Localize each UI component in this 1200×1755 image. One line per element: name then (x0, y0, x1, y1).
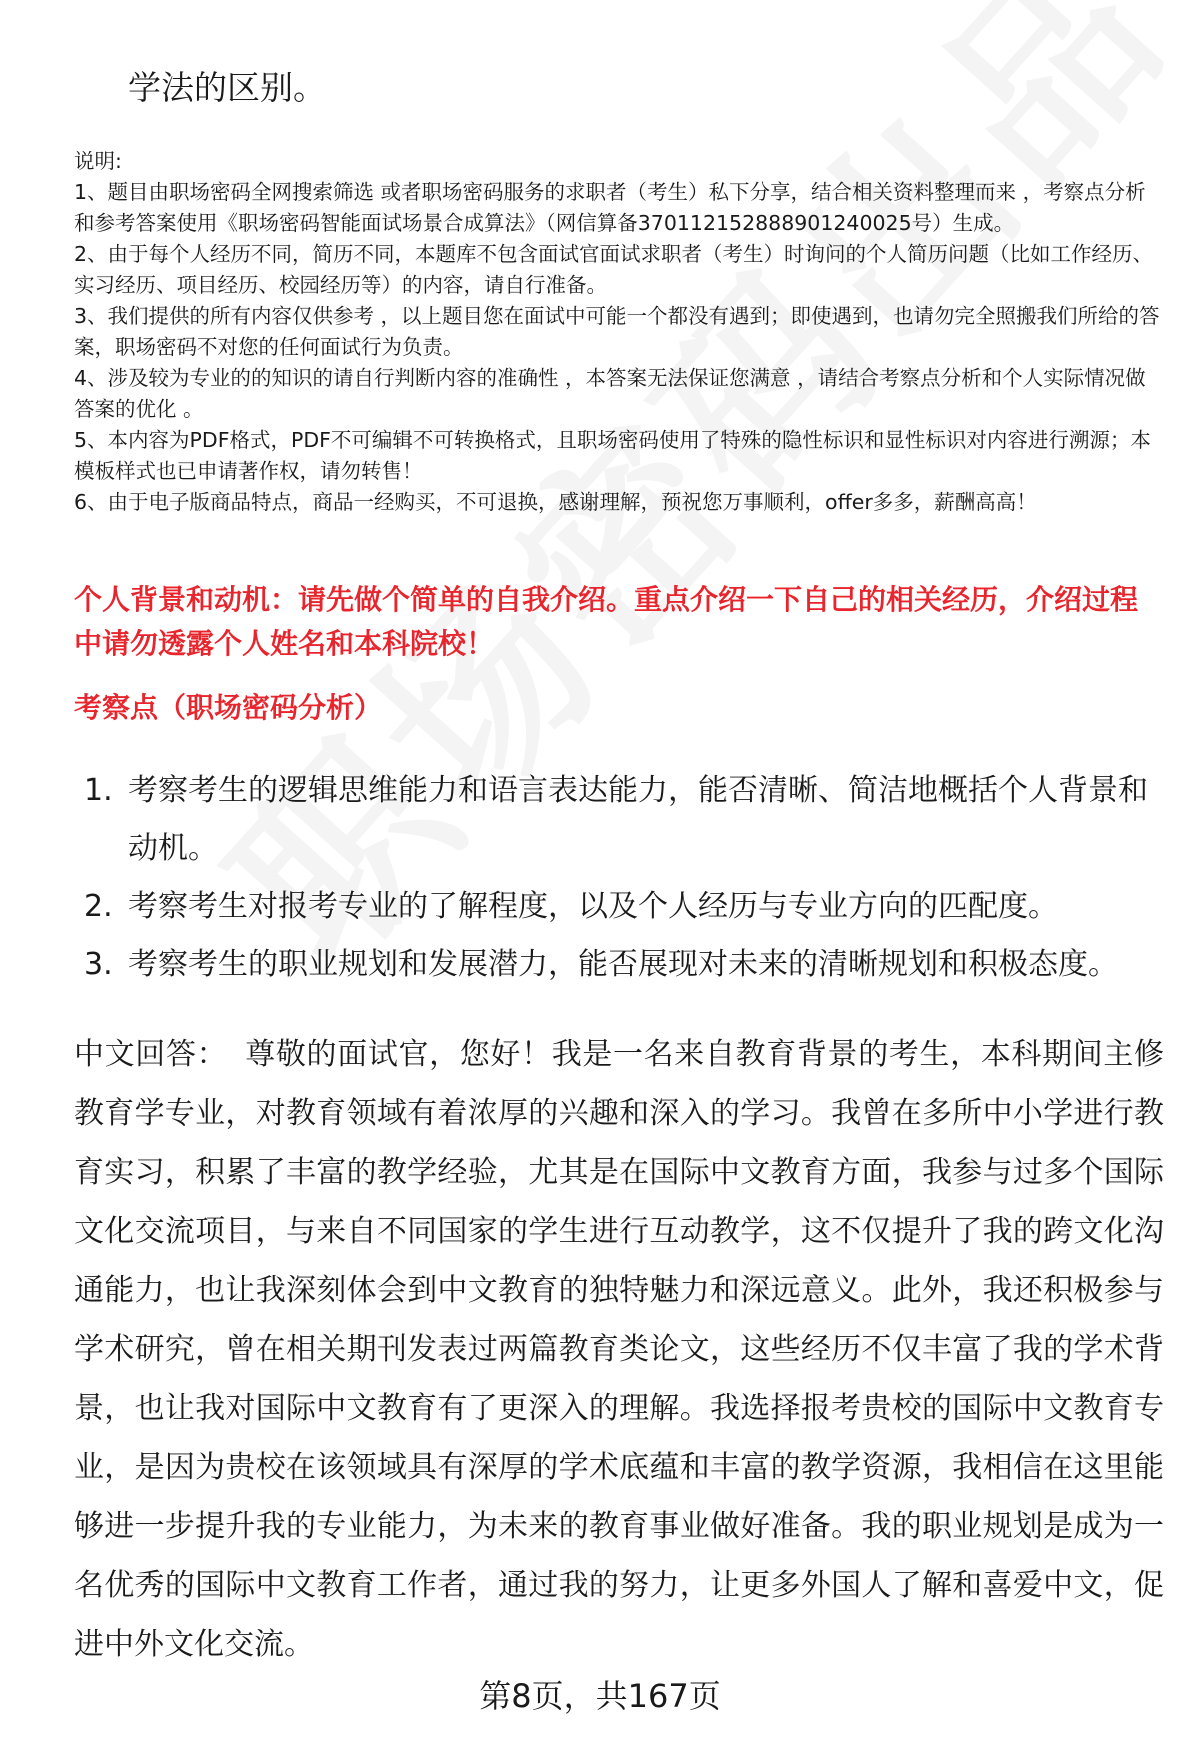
list-item-text: 考察考生的职业规划和发展潜力，能否展现对未来的清晰规划和积极态度。 (128, 947, 1118, 982)
list-item (74, 936, 1164, 994)
question-heading: 个人背景和动机：请先做个简单的自我介绍。重点介绍一下自己的相关经历，介绍过程中请勿透露个人姓名和本科院校！ (74, 583, 1139, 660)
list-item-text: 考察考生对报考专业的了解程度，以及个人经历与专业方向的匹配度。 (128, 889, 1058, 924)
list-item-number: 1. (84, 773, 113, 808)
answer-paragraph (74, 1025, 1164, 1674)
note-item: 5、本内容为PDF格式，PDF不可编辑不可转换格式，且职场密码使用了特殊的隐性标识和显性标识对内容进行溯源；本模板样式也已申请著作权，请勿转售！ (74, 428, 1151, 483)
notes-section (74, 146, 1164, 518)
answer-label: 中文回答： (74, 1037, 228, 1072)
note-item: 1、题目由职场密码全网搜索筛选 或者职场密码服务的求职者（考生）私下分享，结合相关资料整理而来 ，考察点分析和参考答案使用《职场密码智能面试场景合成算法》（网信算备370112152888901240025号）生成。 (74, 180, 1146, 235)
list-item (74, 878, 1164, 936)
notes-title: 说明: (74, 149, 122, 173)
continuation-text: 学法的区别。 (128, 68, 326, 107)
page-number: 第8页，共167页 (479, 1677, 721, 1715)
list-item-number: 3. (84, 947, 113, 982)
points-list (74, 762, 1164, 994)
note-item: 3、我们提供的所有内容仅供参考 ，以上题目您在面试中可能一个都没有遇到；即使遇到，也请勿完全照搬我们所给的答案，职场密码不对您的任何面试行为负责。 (74, 304, 1160, 359)
note-item: 2、由于每个人经历不同，简历不同，本题库不包含面试官面试求职者（考生）时询问的个人简历问题（比如工作经历、实习经历、项目经历、校园经历等）的内容，请自行准备。 (74, 242, 1154, 297)
list-item-text: 考察考生的逻辑思维能力和语言表达能力，能否清晰、简洁地概括个人背景和动机。 (128, 773, 1148, 866)
answer-text: 尊敬的面试官，您好！我是一名来自教育背景的考生，本科期间主修教育学专业，对教育领域有着浓厚的兴趣和深入的学习。我曾在多所中小学进行教育实习，积累了丰富的教学经验，尤其是在国际中文教育方面，我参与过多个国际文化交流项目，与来自不同国家的学生进行互动教学，这不仅提升了我的跨文化沟通能力，也让我深刻体会到中文教育的独特魅力和深远意义。此外，我还积极参与学术研究，曾在相关期刊发表过两篇教育类论文，这些经历不仅丰富了我的学术背景，也让我对国际中文教育有了更深入的理解。我选择报考贵校的国际中文教育专业，是因为贵校在该领域具有深厚的学术底蕴和丰富的教学资源，我相信在这里能够进一步提升我的专业能力，为未来的教育事业做好准备。我的职业规划是成为一名优秀的国际中文教育工作者，通过我的努力，让更多外国人了解和喜爱中文，促进中外文化交流。 (74, 1037, 1165, 1662)
note-item: 6、由于电子版商品特点，商品一经购买，不可退换，感谢理解，预祝您万事顺利，offer多多，薪酬高高！ (74, 490, 1037, 514)
note-item: 4、涉及较为专业的的知识的请自行判断内容的准确性 ，本答案无法保证您满意 ，请结合考察点分析和个人实际情况做答案的优化 。 (74, 366, 1146, 421)
list-item (74, 762, 1164, 878)
list-item-number: 2. (84, 889, 113, 924)
points-title: 考察点（职场密码分析） (74, 691, 383, 724)
